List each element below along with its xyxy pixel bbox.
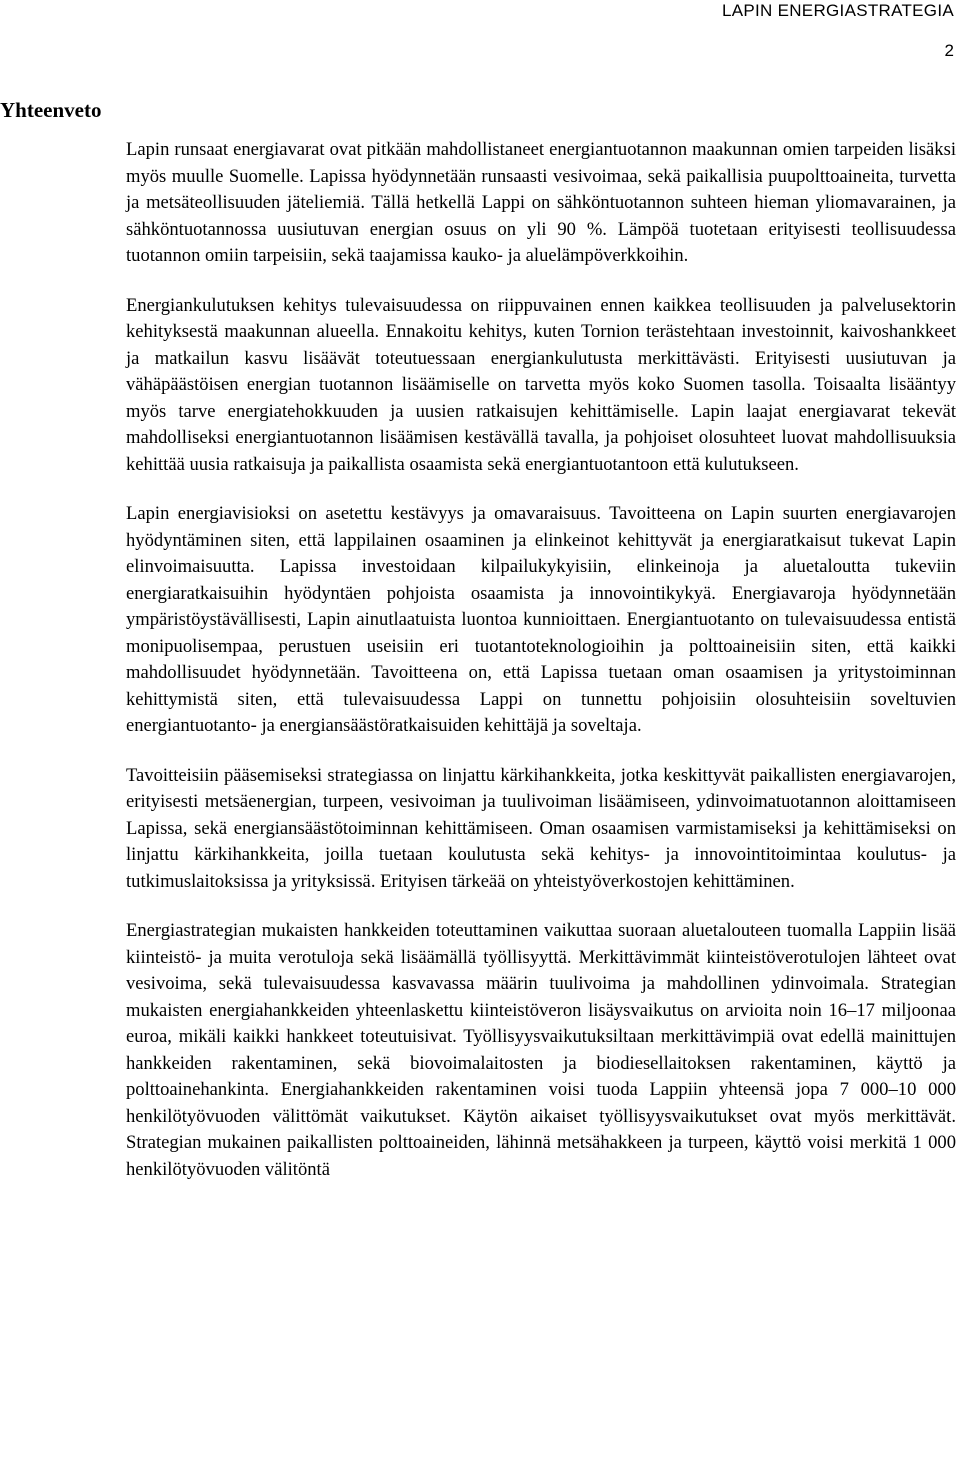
paragraph-consumption-outlook: Energiankulutuksen kehitys tulevaisuudessa on riippuvainen ennen kaikkea teollisuuden ja palvelusektorin kehityksestä maakunnan alueella. Ennakoitu kehitys, kuten Tornion terästehtaan investoinnit, kaivoshankkeet ja matkailun kasvu lisäävät toteutuessaan energiankulutusta merkittävästi. Erityisesti uusiutuvan ja vähäpäästöisen energian tuotannon lisäämiselle on tarvetta myös koko Suomen tasolla. Toisaalta lisääntyy myös tarve energiatehokkuuden ja uusien ratkaisujen kehittämiselle. Lapin laajat energiavarat tekevät mahdolliseksi energiantuotannon lisäämisen kestävällä tavalla, ja pohjoiset olosuhteet luovat mahdollisuuksia kehittää uusia ratkaisuja ja paikallista osaamista sekä energiantuotantoon että kulutukseen.: [126, 294, 956, 475]
section-heading: Yhteenveto: [0, 98, 102, 122]
paragraph-key-projects: Tavoitteisiin pääsemiseksi strategiassa on linjattu kärkihankkeita, jotka keskittyvät paikallisten energiavarojen, erityisesti metsäenergian, turpeen, vesivoiman ja tuulivoiman lisäämiseen, ydinvoimatuotannon aloittamiseen Lapissa, sekä energiansäästötoiminnan kehittämiseen. Oman osaamisen varmistamiseksi ja kehittämiseksi on linjattu kärkihankkeita, joilla tuetaan koulutusta sekä kehitys- ja innovointitoimintaa koulutus- ja tutkimuslaitoksissa ja yrityksissä. Erityisen tärkeää on yhteistyöverkostojen kehittäminen.: [126, 764, 956, 892]
body-text: [126, 137, 956, 1206]
page-number: 2: [944, 41, 954, 60]
running-header-title: LAPIN ENERGIASTRATEGIA: [721, 1, 954, 20]
paragraph-energy-resources: Lapin runsaat energiavarat ovat pitkään mahdollistaneet energiantuotannon maakunnan omien tarpeiden lisäksi myös muulle Suomelle. Lapissa hyödynnetään runsaasti vesivoimaa, sekä paikallisia puupolttoaineita, turvetta ja metsäteollisuuden jäteliemiä. Tällä hetkellä Lappi on sähköntuotannon suhteen hieman yliomavarainen, ja sähköntuotannossa uusiutuvan energian osuus on yli 90 %. Lämpöä tuotetaan erityisesti teollisuudessa tuotannon omiin tarpeisiin, sekä taajamissa kauko- ja aluelämpöverkkoihin.: [126, 139, 956, 266]
paragraph-regional-impact: Energiastrategian mukaisten hankkeiden toteuttaminen vaikuttaa suoraan aluetalouteen tuomalla Lappiin lisää kiinteistö- ja muita verotuloja sekä lisäämällä työllisyyttä. Merkittävimmät kiinteistöverotulojen lähteet ovat vesivoima, sekä tulevaisuudessa kasvavassa määrin tuulivoima ja mahdollinen ydinvoimala. Strategian mukaisten energiahankkeiden yhteenlaskettu kiinteistöveron lisäysvaikutus on arvioita noin 16–17 miljoonaa euroa, mikäli kaikki hankkeet toteutuisivat. Työllisyysvaikutuksiltaan merkittävimpiä ovat edellä mainittujen hankkeiden rakentaminen, sekä biovoimalaitosten ja biodiesellaitoksen rakentaminen, käyttö ja polttoainehankinta. Energiahankkeiden rakentaminen voisi tuoda Lappiin yhteensä jopa 7 000–10 000 henkilötyövuoden välittömät vaikutukset. Käytön aikaiset työllisyysvaikutukset ovat myös merkittävät. Strategian mukainen paikallisten polttoaineiden, lähinnä metsähakkeen ja turpeen, käyttö voisi merkitä 1 000 henkilötyövuoden välitöntä: [126, 920, 956, 1180]
paragraph-energy-vision: Lapin energiavisioksi on asetettu kestävyys ja omavaraisuus. Tavoitteena on Lapin suurten energiavarojen hyödyntäminen siten, että lappilainen osaaminen ja elinkeinot kehittyvät ja energiaratkaisut tukevat Lapin elinvoimaisuutta. Lapissa investoidaan kilpailukykyisiin, elinkeinoja ja aluetaloutta tukeviin energiaratkaisuihin hyödyntäen pohjoista osaamista ja innovointikykyä. Energiavaroja hyödynnetään ympäristöystävällisesti, Lapin ainutlaatuista luontoa kunnioittaen. Energiantuotanto on tulevaisuudessa entistä monipuolisempaa, perustuen useisiin eri tuotantoteknologioihin ja polttoaineisiin siten, että kaikki mahdollisuudet hyödynnetään. Tavoitteena on, että Lapissa tuetaan oman osaamisen ja yritystoiminnan kehittymistä siten, että tulevaisuudessa Lappi on tunnettu pohjoisiin olosuhteisiin soveltuvien energiantuotanto- ja energiansäästöratkaisuiden kehittäjä ja soveltaja.: [126, 503, 956, 736]
